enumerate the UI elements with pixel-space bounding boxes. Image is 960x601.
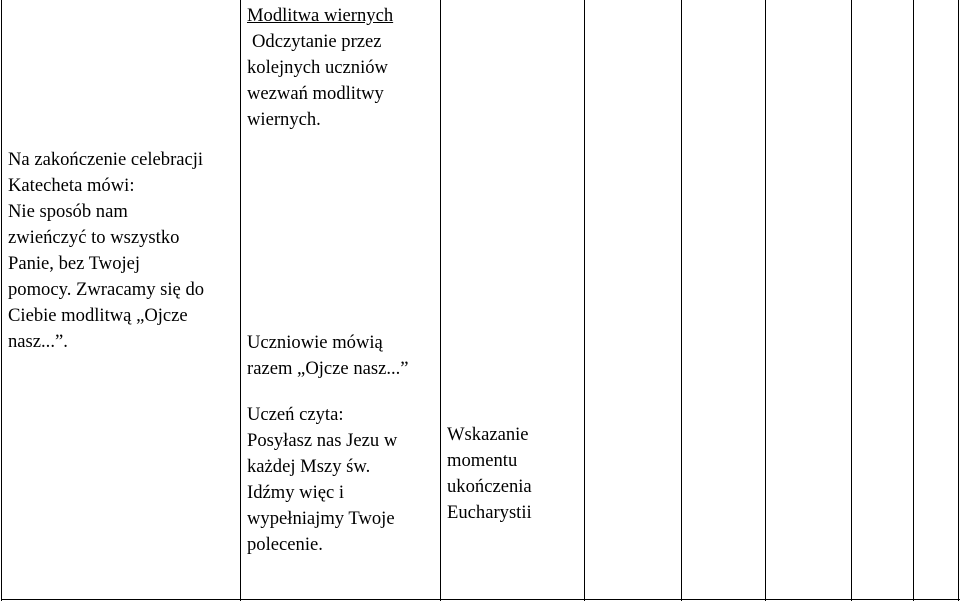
text-line: pomocy. Zwracamy się do bbox=[8, 279, 205, 300]
text-line: Uczeń czyta: bbox=[247, 404, 344, 425]
text-line: nasz...”. bbox=[8, 331, 68, 352]
student-reads-block bbox=[247, 402, 397, 558]
text-line: razem „Ojcze nasz...” bbox=[247, 358, 409, 379]
prayer-of-faithful-block bbox=[247, 3, 393, 133]
closing-prayer-intro-text bbox=[8, 147, 204, 355]
students-pray-together-block bbox=[247, 330, 409, 382]
column-divider-7 bbox=[913, 0, 914, 601]
text-line: Eucharystii bbox=[447, 502, 532, 523]
text-line: momentu bbox=[447, 450, 518, 471]
text-line: Katecheta mówi: bbox=[8, 175, 135, 196]
text-line: Nie sposób nam bbox=[8, 201, 128, 222]
text-line: Idźmy więc i bbox=[247, 482, 345, 503]
table-border-left bbox=[1, 0, 2, 601]
text-line: Na zakończenie celebracji bbox=[8, 149, 204, 170]
text-line: wiernych. bbox=[247, 109, 321, 130]
text-line: każdej Mszy św. bbox=[247, 456, 371, 477]
table-border-right bbox=[958, 0, 959, 601]
text-line: Uczniowie mówią bbox=[247, 332, 383, 353]
text-line: ukończenia bbox=[447, 476, 532, 497]
column-divider-5 bbox=[765, 0, 766, 601]
column-divider-2 bbox=[440, 0, 441, 601]
column-divider-3 bbox=[584, 0, 585, 601]
column-divider-4 bbox=[681, 0, 682, 601]
text-line: wezwań modlitwy bbox=[247, 83, 384, 104]
text-line: kolejnych uczniów bbox=[247, 57, 388, 78]
section-heading: Modlitwa wiernych bbox=[247, 5, 394, 26]
text-line: zwieńczyć to wszystko bbox=[8, 227, 180, 248]
column-divider-1 bbox=[240, 0, 241, 601]
eucharist-end-indication-text bbox=[447, 422, 532, 526]
text-line: Odczytanie przez bbox=[252, 31, 382, 52]
text-line: Panie, bez Twojej bbox=[8, 253, 141, 274]
text-line: wypełniajmy Twoje bbox=[247, 508, 395, 529]
text-line: Ciebie modlitwą „Ojcze bbox=[8, 305, 188, 326]
text-line: Wskazanie bbox=[447, 424, 529, 445]
text-line: polecenie. bbox=[247, 534, 323, 555]
table-border-bottom bbox=[1, 599, 960, 600]
column-divider-6 bbox=[851, 0, 852, 601]
text-line: Posyłasz nas Jezu w bbox=[247, 430, 398, 451]
